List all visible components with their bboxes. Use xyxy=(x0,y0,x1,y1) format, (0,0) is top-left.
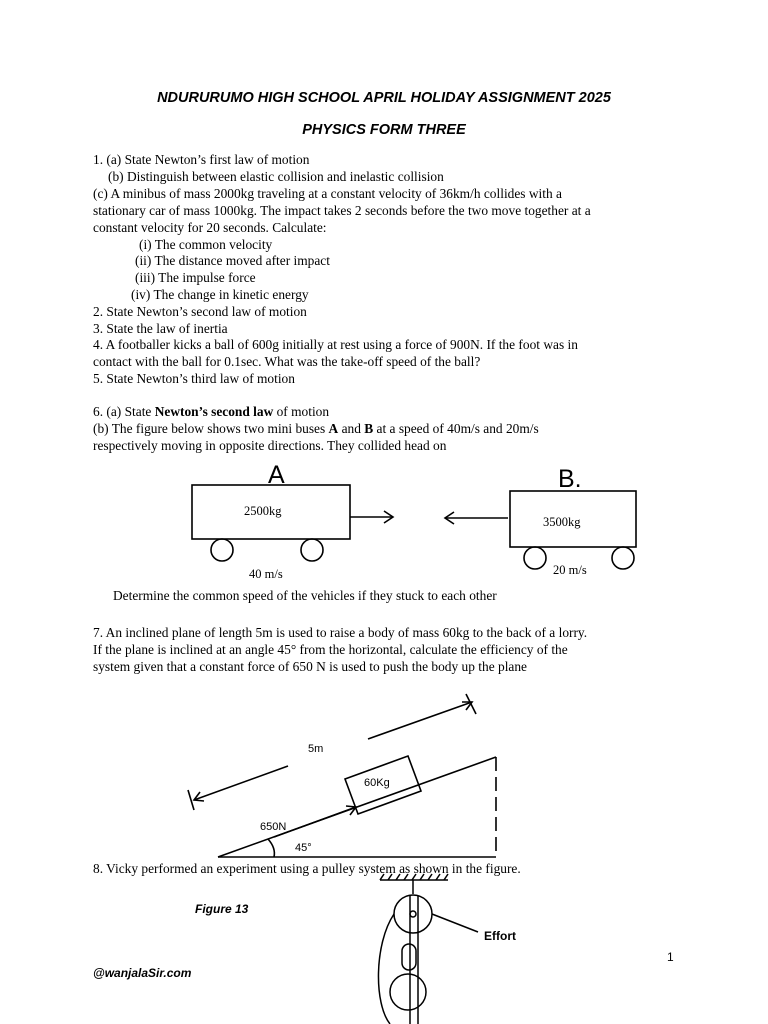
q6-c: Determine the common speed of the vehicles if they stuck to each other xyxy=(113,588,497,603)
bus-b-speed: 20 m/s xyxy=(553,563,587,577)
q6-b-line2: respectively moving in opposite directions. They collided head on xyxy=(93,438,447,453)
incline-figure xyxy=(180,690,520,868)
q7-line3: system given that a constant force of 650 N is used to push the body up the plane xyxy=(93,659,527,674)
bus-b-label: B. xyxy=(558,465,582,493)
q6-b-B: B xyxy=(364,421,374,436)
q6-b-post: at a speed of 40m/s and 20m/s xyxy=(373,421,539,436)
q7-line1: 7. An inclined plane of length 5m is used to raise a body of mass 60kg to the back of a lorry. xyxy=(93,625,588,640)
q6-b-and: and xyxy=(338,421,365,436)
pulley-top xyxy=(394,895,432,933)
q1-b: (b) Distinguish between elastic collision and inelastic collision xyxy=(108,169,444,184)
q6-a-post: of motion xyxy=(273,404,330,419)
q4-line2: contact with the ball for 0.1sec. What was the take-off speed of the ball? xyxy=(93,354,481,369)
q4-line1: 4. A footballer kicks a ball of 600g initially at rest using a force of 900N. If the foot was in xyxy=(93,337,578,352)
pulley-figure xyxy=(360,874,540,1024)
rope-left xyxy=(378,914,394,1024)
q1-c-ii: (ii) The distance moved after impact xyxy=(135,253,330,268)
incline-slope xyxy=(218,757,496,857)
q1-a: 1. (a) State Newton’s first law of motion xyxy=(93,152,310,167)
force-arrow xyxy=(274,807,356,837)
bus-b-wheel-left xyxy=(524,547,546,569)
footer-author: @wanjalaSir.com xyxy=(93,966,192,980)
buses-figure xyxy=(180,455,680,590)
q1-c-iv: (iv) The change in kinetic energy xyxy=(131,287,309,302)
block-mass: 60Kg xyxy=(364,777,390,789)
q1-c-i: (i) The common velocity xyxy=(139,237,273,252)
pulley-bottom xyxy=(390,974,426,1010)
incline-length: 5m xyxy=(308,743,324,755)
q1-c-line3: constant velocity for 20 seconds. Calculate: xyxy=(93,220,327,235)
figure-label: Figure 13 xyxy=(195,902,249,916)
page-number: 1 xyxy=(667,950,674,964)
q6-a xyxy=(93,403,329,420)
q6-a-bold: Newton’s second law xyxy=(154,404,274,419)
q1-c-line2: stationary car of mass 1000kg. The impact takes 2 seconds before the two move together at a xyxy=(93,203,591,218)
dim-line-lower xyxy=(194,766,288,800)
q6-b-line1 xyxy=(93,420,539,437)
bus-a-wheel-right xyxy=(301,539,323,561)
bus-a-label: A xyxy=(268,461,285,489)
link-upper xyxy=(402,944,416,970)
q7-line2: If the plane is inclined at an angle 45° from the horizontal, calculate the efficiency of the xyxy=(93,642,568,657)
q1-c-iii: (iii) The impulse force xyxy=(135,270,256,285)
incline-angle: 45° xyxy=(295,842,312,854)
q5: 5. State Newton’s third law of motion xyxy=(93,371,295,386)
bus-a-speed: 40 m/s xyxy=(249,567,283,581)
effort-line xyxy=(432,914,478,932)
q2: 2. State Newton’s second law of motion xyxy=(93,304,307,319)
applied-force: 650N xyxy=(260,821,287,833)
angle-arc xyxy=(268,839,274,857)
page-subtitle: PHYSICS FORM THREE xyxy=(302,122,466,138)
bus-a-wheel-left xyxy=(211,539,233,561)
q6-b-pre: (b) The figure below shows two mini buses xyxy=(93,421,329,436)
q8-line1: 8. Vicky performed an experiment using a pulley system as shown in the figure. xyxy=(93,861,521,876)
dim-line-upper xyxy=(368,702,472,739)
q1-c-line1: (c) A minibus of mass 2000kg traveling at a constant velocity of 36km/h collides with a xyxy=(93,186,562,201)
bus-b-wheel-right xyxy=(612,547,634,569)
pulley-top-hub xyxy=(410,911,416,917)
bus-b-mass: 3500kg xyxy=(543,515,581,529)
bus-a-mass: 2500kg xyxy=(244,504,282,518)
q6-a-pre: 6. (a) State xyxy=(93,404,155,419)
effort-value-crop xyxy=(480,958,560,970)
rope-mid xyxy=(410,896,418,1024)
page-title: NDURURUMO HIGH SCHOOL APRIL HOLIDAY ASSIGNMENT 2025 xyxy=(157,90,611,106)
q6-b-A: A xyxy=(328,421,339,436)
ceiling-hatch xyxy=(380,874,448,880)
effort-label: Effort xyxy=(484,929,516,943)
q3: 3. State the law of inertia xyxy=(93,321,228,336)
